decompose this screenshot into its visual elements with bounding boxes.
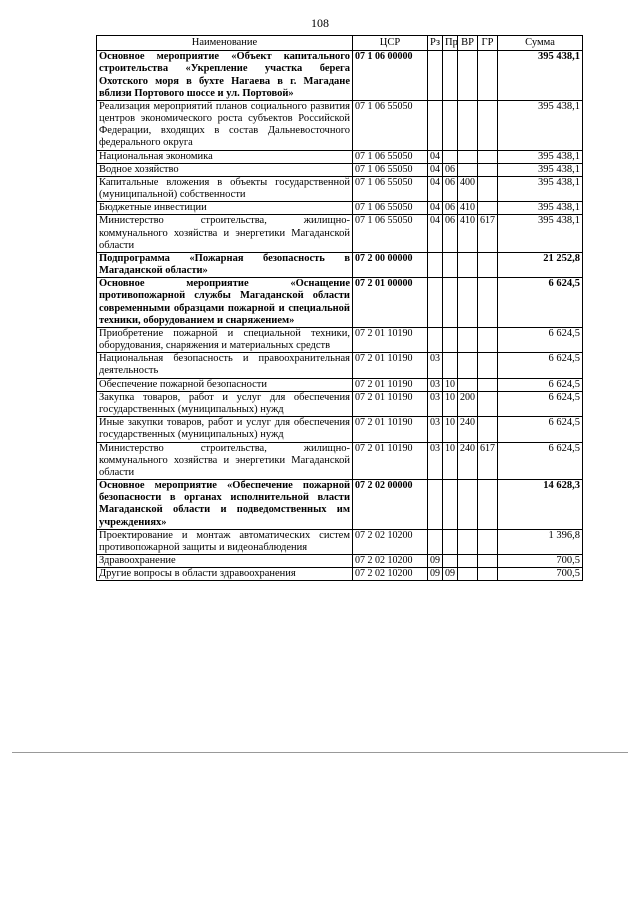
row-gr <box>478 480 498 530</box>
row-rz: 03 <box>428 417 443 442</box>
table-row <box>97 163 583 176</box>
row-name: Бюджетные инвестиции <box>97 202 353 215</box>
row-csr: 07 1 06 55050 <box>353 150 428 163</box>
row-vr: 240 <box>458 442 478 480</box>
row-csr: 07 2 01 10190 <box>353 417 428 442</box>
row-gr <box>478 555 498 568</box>
row-rz: 03 <box>428 378 443 391</box>
row-gr <box>478 51 498 101</box>
row-pr <box>443 327 458 352</box>
row-vr <box>458 278 478 328</box>
row-rz <box>428 327 443 352</box>
header-name: Наименование <box>97 36 353 51</box>
header-pr: Пр <box>443 36 458 51</box>
header-gr: ГР <box>478 36 498 51</box>
row-pr <box>443 278 458 328</box>
row-name: Министерство строительства, жилищно-коммунального хозяйства и энергетики Магаданской области <box>97 442 353 480</box>
table-row <box>97 327 583 352</box>
row-csr: 07 2 00 00000 <box>353 252 428 277</box>
row-name: Проектирование и монтаж автоматических систем противопожарной защиты и видеонаблюдения <box>97 529 353 554</box>
row-vr <box>458 529 478 554</box>
row-name: Капитальные вложения в объекты государственной (муниципальной) собственности <box>97 176 353 201</box>
row-pr: 10 <box>443 417 458 442</box>
row-rz: 03 <box>428 353 443 378</box>
row-pr: 06 <box>443 215 458 253</box>
row-sum: 700,5 <box>498 555 583 568</box>
row-gr <box>478 568 498 581</box>
row-rz <box>428 480 443 530</box>
row-sum: 6 624,5 <box>498 417 583 442</box>
table-row <box>97 150 583 163</box>
table-header-row <box>97 36 583 51</box>
row-gr <box>478 378 498 391</box>
table-row <box>97 100 583 150</box>
row-vr: 410 <box>458 202 478 215</box>
row-csr: 07 2 02 10200 <box>353 529 428 554</box>
table-row <box>97 555 583 568</box>
row-rz: 03 <box>428 391 443 416</box>
row-pr <box>443 529 458 554</box>
row-rz <box>428 252 443 277</box>
row-gr <box>478 176 498 201</box>
row-pr <box>443 480 458 530</box>
table-row <box>97 51 583 101</box>
row-csr: 07 2 01 00000 <box>353 278 428 328</box>
row-sum: 700,5 <box>498 568 583 581</box>
table-row <box>97 378 583 391</box>
row-name: Подпрограмма «Пожарная безопасность в Магаданской области» <box>97 252 353 277</box>
row-csr: 07 2 02 10200 <box>353 568 428 581</box>
row-gr <box>478 391 498 416</box>
row-pr: 10 <box>443 378 458 391</box>
row-sum: 21 252,8 <box>498 252 583 277</box>
row-csr: 07 1 06 55050 <box>353 176 428 201</box>
header-rz: Рз <box>428 36 443 51</box>
row-gr: 617 <box>478 215 498 253</box>
row-vr <box>458 378 478 391</box>
row-name: Реализация мероприятий планов социального развития центров экономического роста субъектов Российской Федерации, входящих в состав Дальневосточного федерального округа <box>97 100 353 150</box>
row-vr <box>458 150 478 163</box>
row-vr: 410 <box>458 215 478 253</box>
row-gr <box>478 252 498 277</box>
row-name: Основное мероприятие «Обеспечение пожарной безопасности в органах исполнительной власти Магаданской области и подведомственных им учреждениях» <box>97 480 353 530</box>
row-rz <box>428 529 443 554</box>
row-sum: 6 624,5 <box>498 278 583 328</box>
row-csr: 07 2 01 10190 <box>353 442 428 480</box>
row-csr: 07 1 06 55050 <box>353 202 428 215</box>
row-rz <box>428 100 443 150</box>
row-sum: 395 438,1 <box>498 176 583 201</box>
row-gr <box>478 417 498 442</box>
row-vr <box>458 252 478 277</box>
row-pr <box>443 100 458 150</box>
table-row <box>97 252 583 277</box>
footer-divider <box>12 752 628 753</box>
row-name: Национальная экономика <box>97 150 353 163</box>
row-sum: 395 438,1 <box>498 202 583 215</box>
table-row <box>97 391 583 416</box>
row-vr <box>458 327 478 352</box>
row-pr <box>443 51 458 101</box>
row-pr: 10 <box>443 391 458 416</box>
budget-table <box>96 35 583 581</box>
row-pr: 06 <box>443 202 458 215</box>
row-vr <box>458 100 478 150</box>
row-csr: 07 2 01 10190 <box>353 391 428 416</box>
row-pr: 09 <box>443 568 458 581</box>
row-csr: 07 2 01 10190 <box>353 327 428 352</box>
header-csr: ЦСР <box>353 36 428 51</box>
table-row <box>97 529 583 554</box>
row-vr <box>458 555 478 568</box>
row-rz: 04 <box>428 215 443 253</box>
row-rz: 03 <box>428 442 443 480</box>
row-name: Иные закупки товаров, работ и услуг для обеспечения государственных (муниципальных) нужд <box>97 417 353 442</box>
row-sum: 14 628,3 <box>498 480 583 530</box>
table-row <box>97 176 583 201</box>
row-name: Обеспечение пожарной безопасности <box>97 378 353 391</box>
row-csr: 07 1 06 55050 <box>353 100 428 150</box>
row-sum: 6 624,5 <box>498 327 583 352</box>
page-number: 108 <box>311 16 329 30</box>
row-sum: 6 624,5 <box>498 391 583 416</box>
row-pr <box>443 555 458 568</box>
table-row <box>97 417 583 442</box>
row-pr <box>443 150 458 163</box>
row-csr: 07 1 06 55050 <box>353 163 428 176</box>
row-sum: 1 396,8 <box>498 529 583 554</box>
row-sum: 395 438,1 <box>498 51 583 101</box>
row-gr <box>478 150 498 163</box>
row-name: Основное мероприятие «Оснащение противопожарной службы Магаданской области современными образцами пожарной и специальной техники, оборудованием и снаряжением» <box>97 278 353 328</box>
row-csr: 07 2 02 10200 <box>353 555 428 568</box>
row-rz: 04 <box>428 150 443 163</box>
row-sum: 395 438,1 <box>498 215 583 253</box>
row-name: Здравоохранение <box>97 555 353 568</box>
table-row <box>97 480 583 530</box>
row-vr: 400 <box>458 176 478 201</box>
table-row <box>97 442 583 480</box>
row-rz <box>428 51 443 101</box>
table-row <box>97 278 583 328</box>
row-pr <box>443 252 458 277</box>
row-sum: 6 624,5 <box>498 378 583 391</box>
row-name: Водное хозяйство <box>97 163 353 176</box>
row-pr: 06 <box>443 163 458 176</box>
row-vr: 200 <box>458 391 478 416</box>
row-csr: 07 1 06 55050 <box>353 215 428 253</box>
row-pr: 10 <box>443 442 458 480</box>
row-name: Основное мероприятие «Объект капитального строительства «Укрепление участка берега Охотского моря в бухте Нагаева в г. Магадане вблизи Портового шоссе и ул. Портовой» <box>97 51 353 101</box>
row-csr: 07 2 01 10190 <box>353 353 428 378</box>
row-vr: 240 <box>458 417 478 442</box>
row-rz: 04 <box>428 202 443 215</box>
row-rz: 09 <box>428 555 443 568</box>
row-vr <box>458 51 478 101</box>
table-row <box>97 215 583 253</box>
row-name: Национальная безопасность и правоохранительная деятельность <box>97 353 353 378</box>
row-vr <box>458 480 478 530</box>
header-sum: Сумма <box>498 36 583 51</box>
row-name: Министерство строительства, жилищно-коммунального хозяйства и энергетики Магаданской области <box>97 215 353 253</box>
row-name: Приобретение пожарной и специальной техники, оборудования, снаряжения и материальных средств <box>97 327 353 352</box>
row-csr: 07 2 01 10190 <box>353 378 428 391</box>
row-gr <box>478 163 498 176</box>
row-sum: 6 624,5 <box>498 442 583 480</box>
row-name: Закупка товаров, работ и услуг для обеспечения государственных (муниципальных) нужд <box>97 391 353 416</box>
row-sum: 395 438,1 <box>498 100 583 150</box>
table-row <box>97 202 583 215</box>
row-gr: 617 <box>478 442 498 480</box>
table-row <box>97 353 583 378</box>
row-sum: 6 624,5 <box>498 353 583 378</box>
row-rz <box>428 278 443 328</box>
row-pr <box>443 353 458 378</box>
row-gr <box>478 278 498 328</box>
header-vr: ВР <box>458 36 478 51</box>
row-rz: 09 <box>428 568 443 581</box>
row-vr <box>458 568 478 581</box>
row-gr <box>478 100 498 150</box>
row-sum: 395 438,1 <box>498 163 583 176</box>
row-sum: 395 438,1 <box>498 150 583 163</box>
row-rz: 04 <box>428 176 443 201</box>
row-vr <box>458 353 478 378</box>
row-gr <box>478 327 498 352</box>
row-vr <box>458 163 478 176</box>
row-gr <box>478 202 498 215</box>
row-gr <box>478 529 498 554</box>
row-name: Другие вопросы в области здравоохранения <box>97 568 353 581</box>
table-row <box>97 568 583 581</box>
row-csr: 07 2 02 00000 <box>353 480 428 530</box>
row-gr <box>478 353 498 378</box>
row-pr: 06 <box>443 176 458 201</box>
row-csr: 07 1 06 00000 <box>353 51 428 101</box>
row-rz: 04 <box>428 163 443 176</box>
